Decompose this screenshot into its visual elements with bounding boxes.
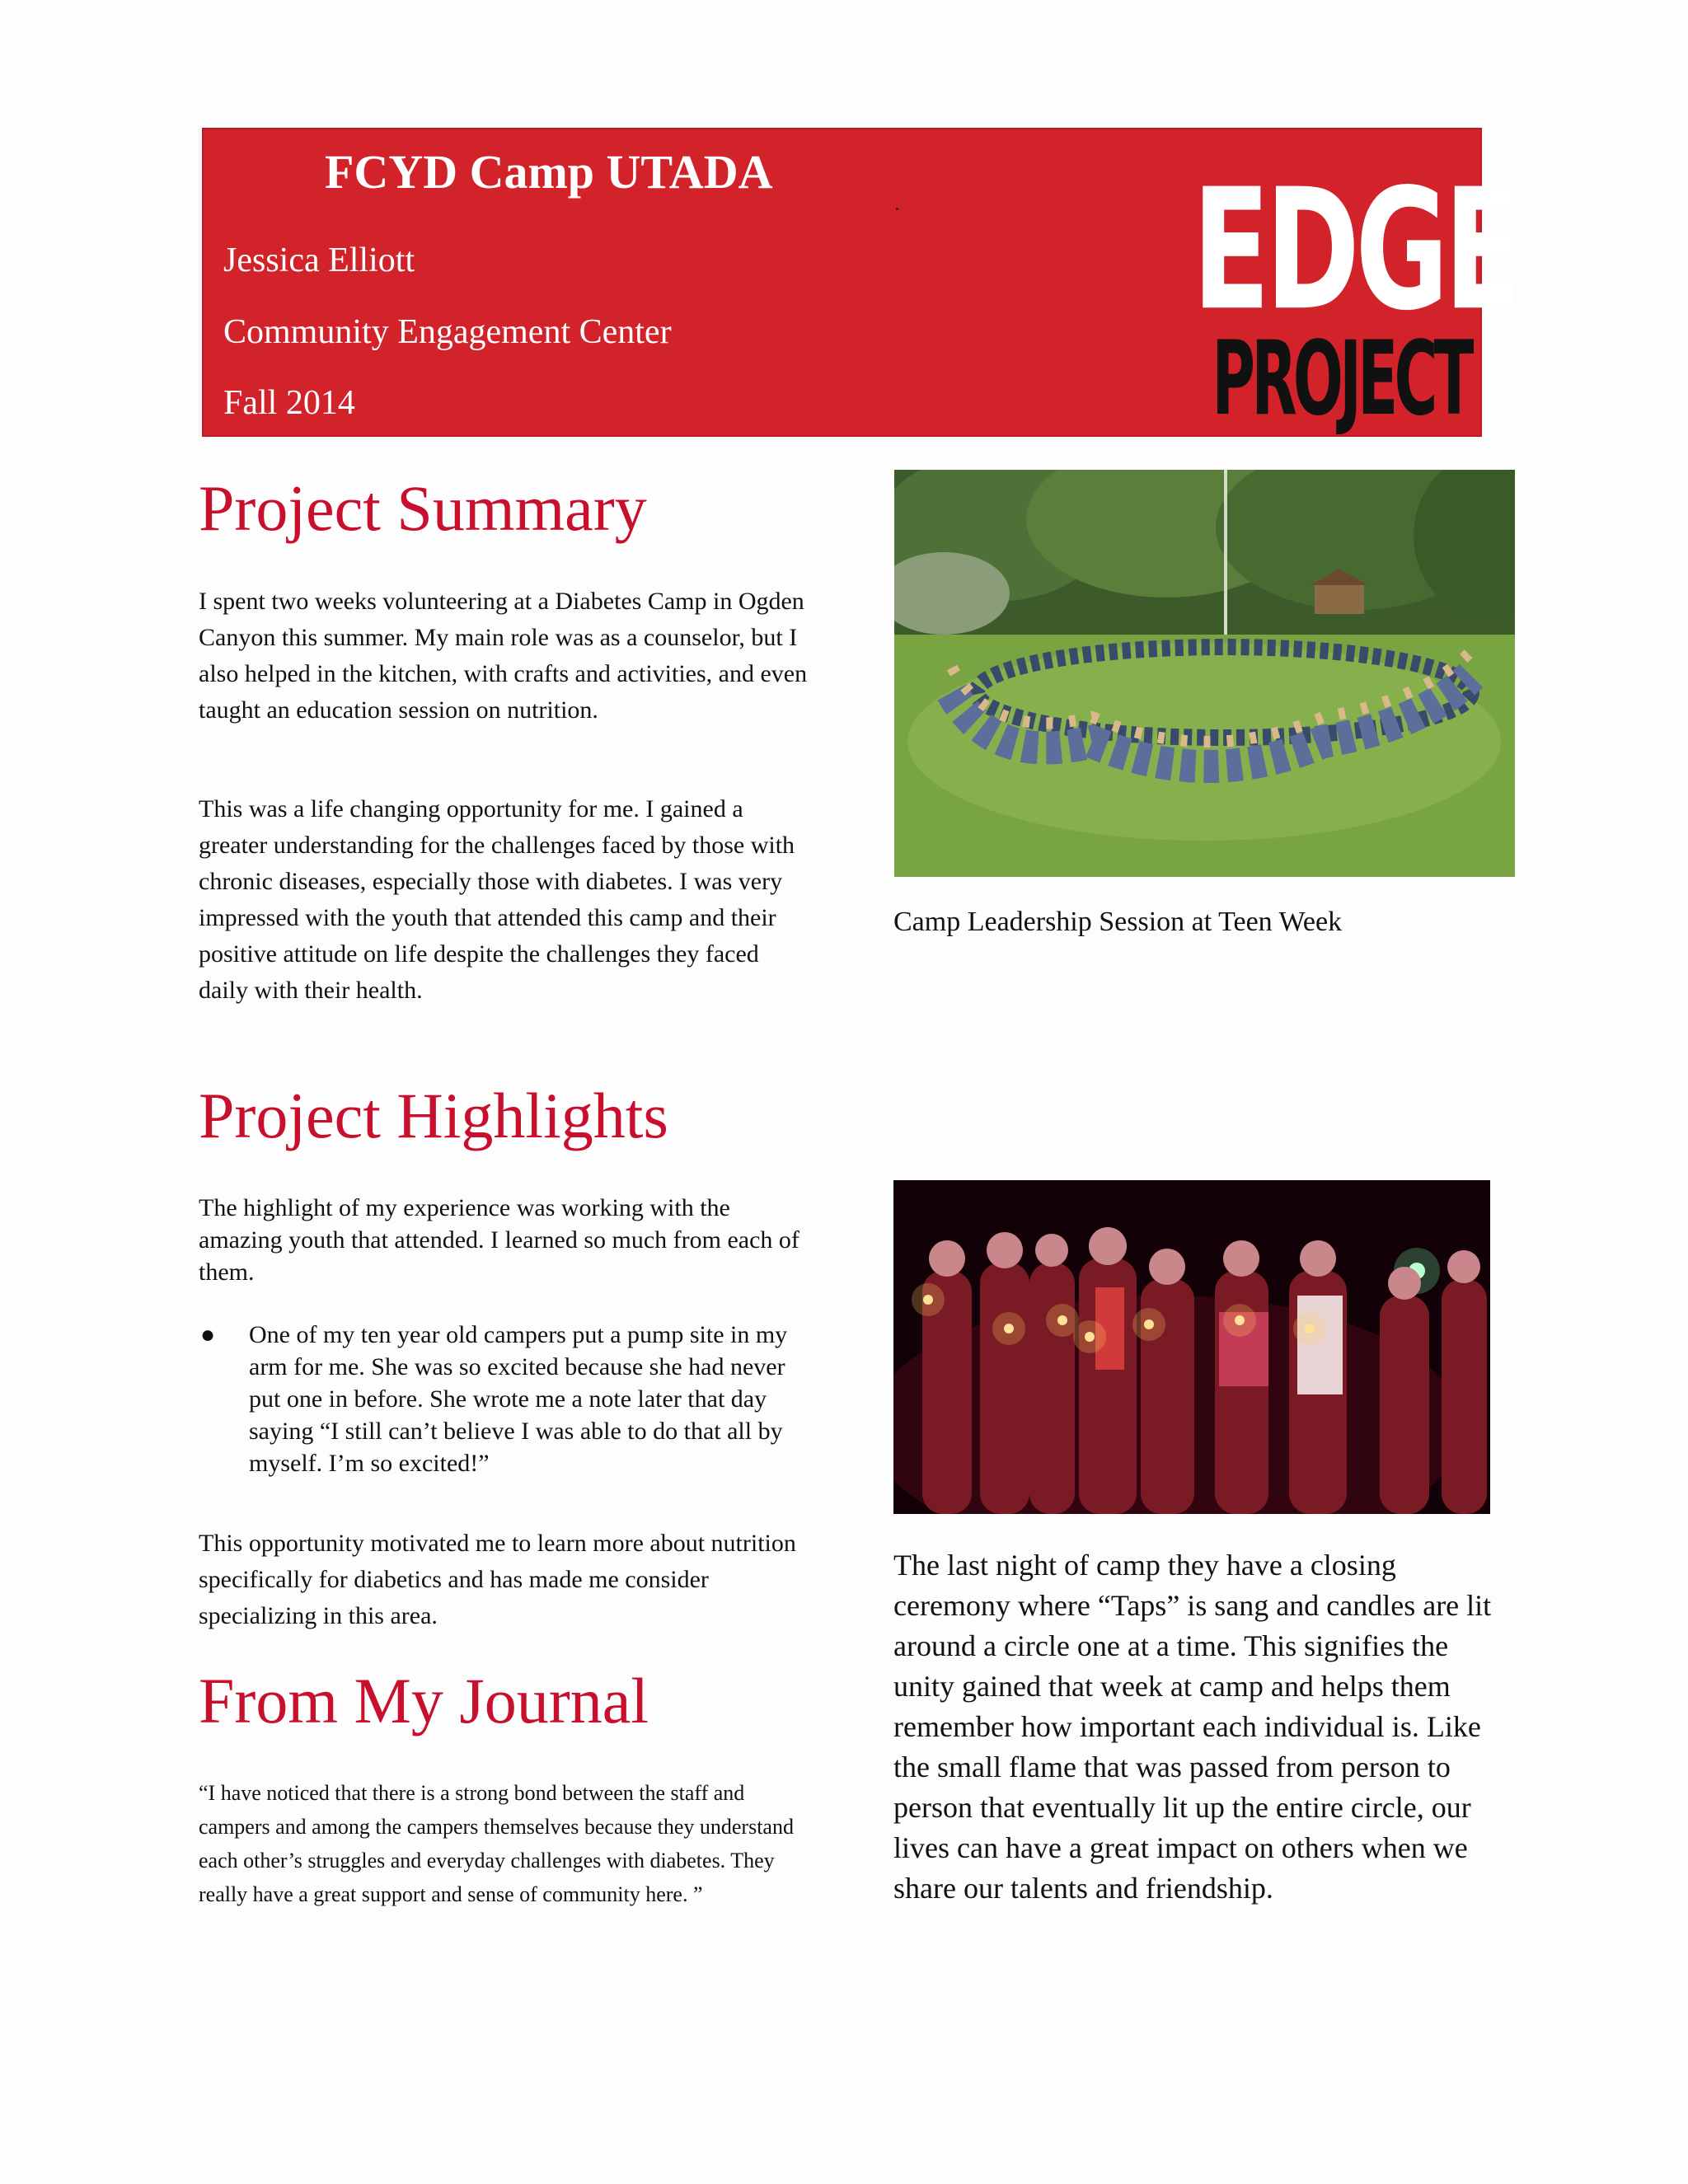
candle-ceremony-photo (893, 1180, 1490, 1514)
closing-ceremony-text: The last night of camp they have a closing ceremony where “Taps” is sang and candles are lit around a circle one at a time. This signifies the unity gained that week at camp and helps them remember how important each individual is. Like the small flame that was passed from person to person that eventually lit up the entire circle, our lives can have a great impact on others when we share our talents and friendship. (893, 1549, 1492, 1905)
banner-divider-dot (896, 208, 898, 210)
camp-circle-photo (894, 470, 1515, 877)
highlights-bullet-list (199, 1319, 809, 1479)
edge-project-logo (1181, 154, 1517, 438)
highlight-bullet (199, 1319, 809, 1479)
author-name: Jessica Elliott (223, 241, 415, 279)
organization-name: Community Engagement Center (223, 313, 672, 351)
summary-paragraph-2: This was a life changing opportunity for me. I gained a greater understanding for the challenges faced by those with chronic diseases, especially those with diabetes. I was very impressed with the youth that attended this camp and their positive attitude on life despite the challenges they faced daily with their health. (199, 795, 795, 1004)
journal-heading: From My Journal (199, 1665, 649, 1736)
newsletter-title: FCYD Camp UTADA (325, 145, 773, 199)
circle-photo-caption: Camp Leadership Session at Teen Week (893, 907, 1343, 937)
bullet-dot-icon: ● (200, 1321, 216, 1348)
highlights-heading: Project Highlights (199, 1080, 668, 1151)
bullet-text: One of my ten year old campers put a pump site in my arm for me. She was so excited because she had never put one in before. She wrote me a note later that day saying “I still can’t believe I was able to do that all by myself. I’m so excited!” (249, 1321, 788, 1477)
logo-edge-text: EDGE (1192, 154, 1517, 348)
summary-paragraph-1: I spent two weeks volunteering at a Diabetes Camp in Ogden Canyon this summer. My main role was as a counselor, but I also helped in the kitchen, with crafts and activities, and even taught an education session on nutrition. (199, 588, 808, 724)
summary-heading: Project Summary (199, 472, 647, 544)
highlights-intro: The highlight of my experience was working with the amazing youth that attended. I learned so much from each of them. (199, 1194, 799, 1286)
highlights-outro: This opportunity motivated me to learn more about nutrition specifically for diabetics and has made me consider specializing in this area. (199, 1530, 796, 1629)
logo-project-text: PROJECT (1212, 319, 1470, 438)
journal-quote: “I have noticed that there is a strong bond between the staff and campers and among the campers themselves because they understand each other’s struggles and everyday challenges with diabetes. They really have a great support and sense of community here. ” (199, 1781, 794, 1906)
term-label: Fall 2014 (223, 384, 355, 422)
header-banner (202, 128, 1517, 438)
